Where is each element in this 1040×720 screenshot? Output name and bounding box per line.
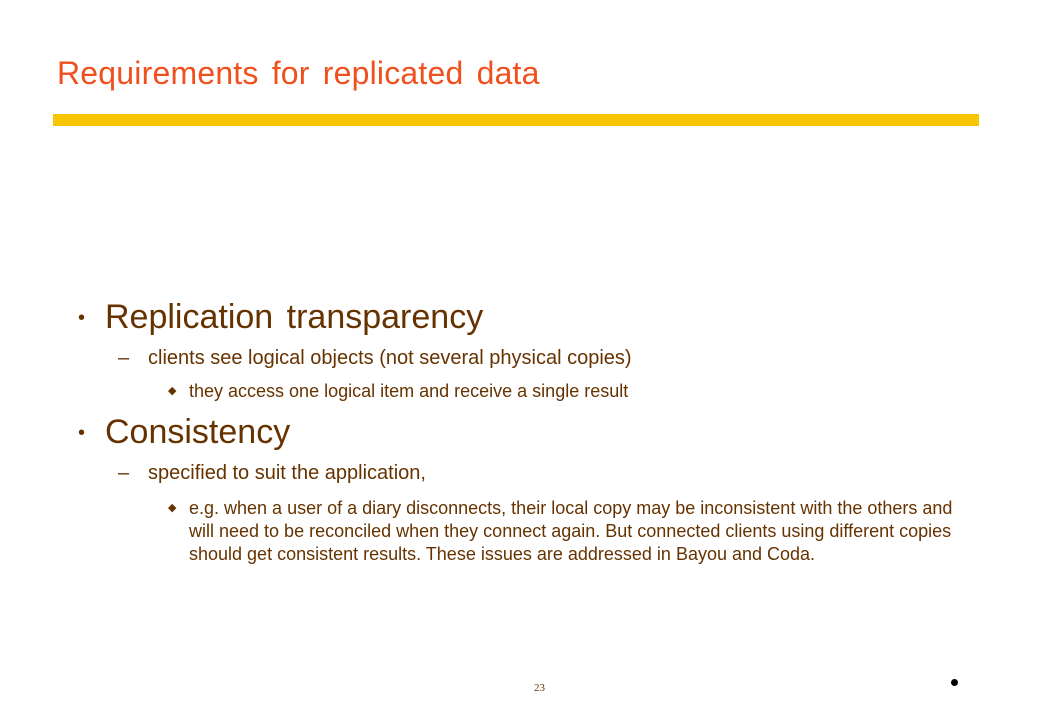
dash-icon: – (118, 462, 130, 484)
detail-text: e.g. when a user of a diary disconnects, their local copy may be inconsistent with the others and will need to be reconciled when they connect again. But connected clients using different copies should get consistent results. These issues are addressed in Bayou and Coda. (189, 498, 953, 564)
slide-title: Requirements for replicated data (57, 55, 540, 91)
dash-icon: – (118, 347, 130, 369)
title-underline (53, 114, 979, 126)
diamond-icon: ◆ (168, 502, 177, 514)
sub-bullet-logical-objects (118, 347, 632, 370)
detail-bullet-diary-example (168, 497, 968, 566)
slide-number: 23 (534, 682, 545, 694)
bullet-dot-icon: • (78, 307, 86, 329)
bullet-text: Replication transparency (105, 298, 484, 336)
bullet-dot-icon: • (78, 422, 86, 444)
bullet-text: Consistency (105, 413, 291, 451)
diamond-icon: ◆ (168, 385, 177, 397)
bullet-consistency (78, 413, 290, 452)
corner-dot-icon (951, 679, 958, 686)
sub-bullet-text: specified to suit the application, (148, 462, 426, 484)
detail-text: they access one logical item and receive a single result (189, 381, 629, 401)
bullet-replication-transparency (78, 298, 483, 337)
detail-bullet-single-result (168, 380, 968, 403)
sub-bullet-application (118, 462, 426, 485)
sub-bullet-text: clients see logical objects (not several physical copies) (148, 347, 632, 369)
